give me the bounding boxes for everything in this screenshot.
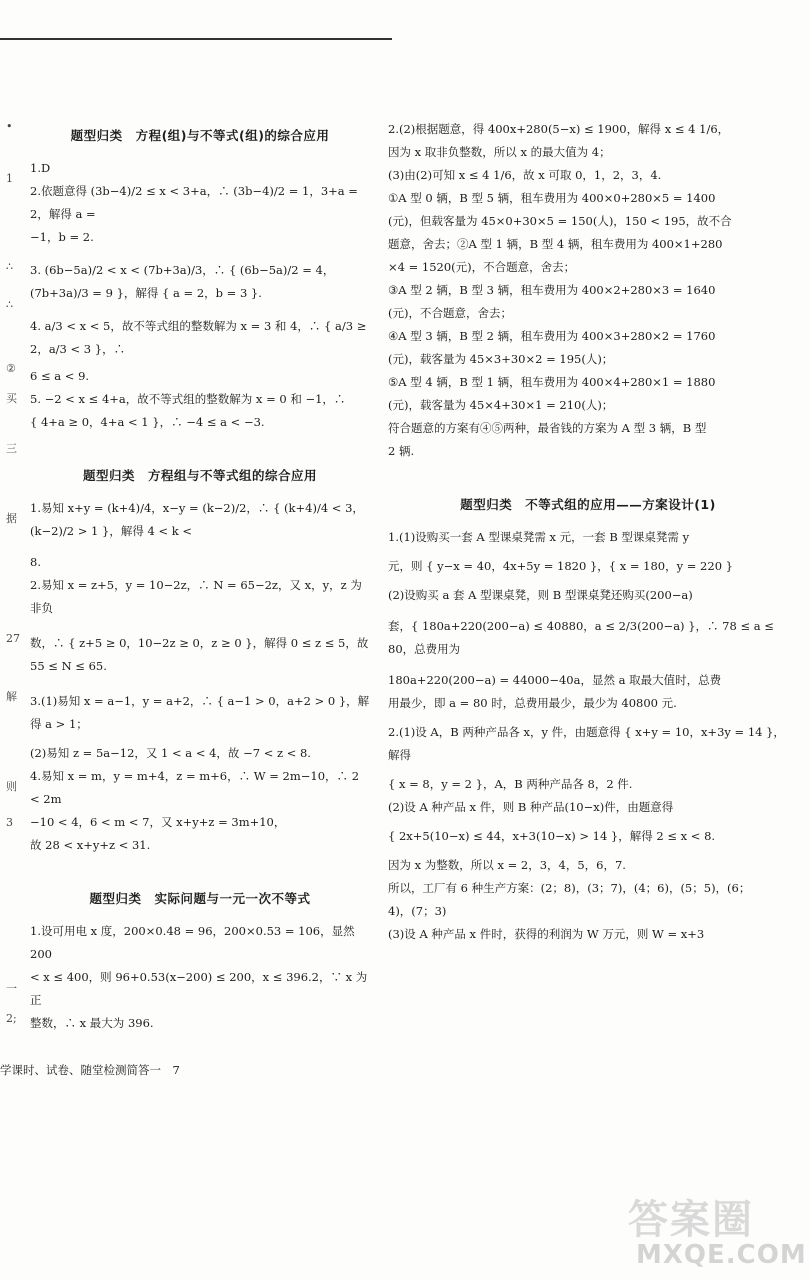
answer-line: (2)易知 z = 5a−12，又 1 < a < 4，故 −7 < z < 8. [30, 746, 311, 760]
section-title: 题型归类 方程组与不等式组的综合应用 [82, 468, 317, 483]
page-footer: 学课时、试卷、随堂检测简答一 7 [0, 1063, 180, 1077]
answer-line: < x ≤ 400，则 96+0.53(x−200) ≤ 200，x ≤ 396.2，∵ x 为正 [30, 970, 368, 1007]
answer-line: 2.(2)根据题意，得 400x+280(5−x) ≤ 1900，解得 x ≤ 4 1/6， [388, 122, 730, 136]
answer-line: 题意，舍去；②A 型 1 辆，B 型 4 辆，租车费用为 400×1+280 [388, 237, 723, 251]
edge-fragment: ∴ [6, 260, 13, 273]
answer-line: 4.易知 x = m，y = m+4，z = m+6，∴ W = 2m−10，∴ 2 < 2m [30, 769, 360, 806]
answer-line: { x = 8，y = 2 }，A，B 两种产品各 8，2 件. [388, 777, 633, 791]
answer-line: (元)，不合题意，舍去； [388, 306, 512, 320]
edge-fragment: 一 [6, 982, 17, 995]
answer-line: 4. a/3 < x < 5，故不等式组的整数解为 x = 3 和 4，∴ { a/3 ≥ 2，a/3 < 3 }，∴ [30, 319, 367, 356]
answer-line: −10 < 4，6 < m < 7，又 x+y+z = 3m+10， [30, 815, 286, 829]
answer-line: 元，则 { y−x = 40，4x+5y = 1820 }，{ x = 180，y = 220 } [388, 559, 733, 573]
edge-fragment: 3 [6, 816, 13, 829]
edge-fragment: 三 [6, 442, 17, 455]
answer-line: { 4+a ≥ 0，4+a < 1 }，∴ −4 ≤ a < −3. [30, 415, 265, 429]
answer-line: 1.(1)设购买一套 A 型课桌凳需 x 元，一套 B 型课桌凳需 y [388, 530, 690, 544]
edge-fragment: 解 [6, 690, 17, 703]
answer-line: (2)设 A 种产品 x 件，则 B 种产品(10−x)件，由题意得 [388, 800, 674, 814]
answer-line: ③A 型 2 辆，B 型 3 辆，租车费用为 400×2+280×3 = 1640 [388, 283, 716, 297]
section-title: 题型归类 不等式组的应用——方案设计(1) [460, 497, 716, 512]
watermark-line2: MXQE.COM [636, 1240, 807, 1270]
answer-line: 所以，工厂有 6 种生产方案：(2；8)，(3；7)，(4；6)，(5；5)，(6； [388, 881, 751, 895]
answer-line: 4)，(7；3) [388, 904, 447, 918]
section-title: 题型归类 方程(组)与不等式(组)的综合应用 [70, 128, 330, 143]
edge-fragment: ② [6, 362, 16, 375]
answer-line: 2.易知 x = z+5，y = 10−2z，∴ N = 65−2z，又 x，y，z 为非负 [30, 578, 362, 615]
answer-line: 5. −2 < x ≤ 4+a，故不等式组的整数解为 x = 0 和 −1，∴ [30, 392, 346, 406]
answer-line: 8. [30, 555, 41, 569]
watermark [628, 1188, 807, 1274]
answer-line: 用最少，即 a = 80 时，总费用最少，最少为 40800 元. [388, 696, 677, 710]
watermark-line1: 答案圈 [628, 1197, 754, 1243]
answer-line: 2.依题意得 (3b−4)/2 ≤ x < 3+a，∴ (3b−4)/2 = 1，3+a = 2，解得 a = [30, 184, 358, 221]
answer-line: 6 ≤ a < 9. [30, 369, 90, 383]
answer-line: ×4 = 1520(元)，不合题意，舍去； [388, 260, 576, 274]
edge-fragment: 则 [6, 780, 17, 793]
answer-line: ④A 型 3 辆，B 型 2 辆，租车费用为 400×3+280×2 = 1760 [388, 329, 716, 343]
answer-line: 3. (6b−5a)/2 < x < (7b+3a)/3，∴ { (6b−5a)/2 = 4，(7b+3a)/3 = 9 }，解得 { a = 2，b = 3 }. [30, 263, 335, 300]
answer-line: 1.易知 x+y = (k+4)/4，x−y = (k−2)/2，∴ { (k+4)/4 < 3，(k−2)/2 > 1 }，解得 4 < k < [30, 501, 364, 538]
answer-line: (元)，载客量为 45×3+30×2 = 195(人)； [388, 352, 614, 366]
answer-line: { 2x+5(10−x) ≤ 44，x+3(10−x) > 14 }，解得 2 ≤ x < 8. [388, 829, 716, 843]
answer-line: 1.设可用电 x 度，200×0.48 = 96，200×0.53 = 106，显然 200 [30, 924, 355, 961]
edge-fragment: 据 [6, 512, 17, 525]
edge-fragment: • [6, 120, 13, 133]
answer-line: 套，{ 180a+220(200−a) ≤ 40880，a ≤ 2/3(200−a) }，∴ 78 ≤ a ≤ 80，总费用为 [388, 619, 774, 656]
edge-fragment: ∴ [6, 298, 13, 311]
answer-line: 符合题意的方案有④⑤两种，最省钱的方案为 A 型 3 辆，B 型 [388, 421, 707, 435]
left-column [30, 118, 370, 1035]
left-edge-fragments [6, 110, 30, 1025]
answer-line: (2)设购买 a 套 A 型课桌凳，则 B 型课桌凳还购买(200−a) [388, 588, 693, 602]
answer-line: (元)，载客量为 45×4+30×1 = 210(人)； [388, 398, 614, 412]
answer-line: 因为 x 取非负整数，所以 x 的最大值为 4； [388, 145, 611, 159]
answer-line: (元)，但载客量为 45×0+30×5 = 150(人)，150 < 195，故不合 [388, 214, 732, 228]
answer-line: 3.(1)易知 x = a−1，y = a+2，∴ { a−1 > 0，a+2 > 0 }，解得 a > 1； [30, 694, 370, 731]
answer-line: 1.D [30, 161, 51, 175]
answer-line: ⑤A 型 4 辆，B 型 1 辆，租车费用为 400×4+280×1 = 1880 [388, 375, 716, 389]
edge-fragment: 2; [6, 1012, 17, 1025]
answer-line: (3)设 A 种产品 x 件时，获得的利润为 W 万元，则 W = x+3 [388, 927, 705, 941]
edge-fragment: 27 [6, 632, 20, 645]
answer-line: 2.(1)设 A，B 两种产品各 x，y 件，由题意得 { x+y = 10，x+3y = 14 }，解得 [388, 725, 785, 762]
right-column [388, 118, 788, 946]
answer-line: 数，∴ { z+5 ≥ 0，10−2z ≥ 0，z ≥ 0 }，解得 0 ≤ z ≤ 5，故 55 ≤ N ≤ 65. [30, 636, 369, 673]
answer-line: 整数，∴ x 最大为 396. [30, 1016, 154, 1030]
edge-fragment: 1 [6, 172, 13, 185]
answer-line: 180a+220(200−a) = 44000−40a，显然 a 取最大值时，总费 [388, 673, 722, 687]
top-rule [0, 38, 392, 40]
answer-line: (3)由(2)可知 x ≤ 4 1/6，故 x 可取 0，1，2，3，4. [388, 168, 662, 182]
section-title: 题型归类 实际问题与一元一次不等式 [89, 891, 311, 906]
answer-line: 因为 x 为整数，所以 x = 2，3，4，5，6，7. [388, 858, 626, 872]
answer-line: −1，b = 2. [30, 230, 94, 244]
answer-line: ①A 型 0 辆，B 型 5 辆，租车费用为 400×0+280×5 = 1400 [388, 191, 716, 205]
answer-line: 2 辆. [388, 444, 415, 458]
answer-line: 故 28 < x+y+z < 31. [30, 838, 151, 852]
edge-fragment: 买 [6, 392, 17, 405]
